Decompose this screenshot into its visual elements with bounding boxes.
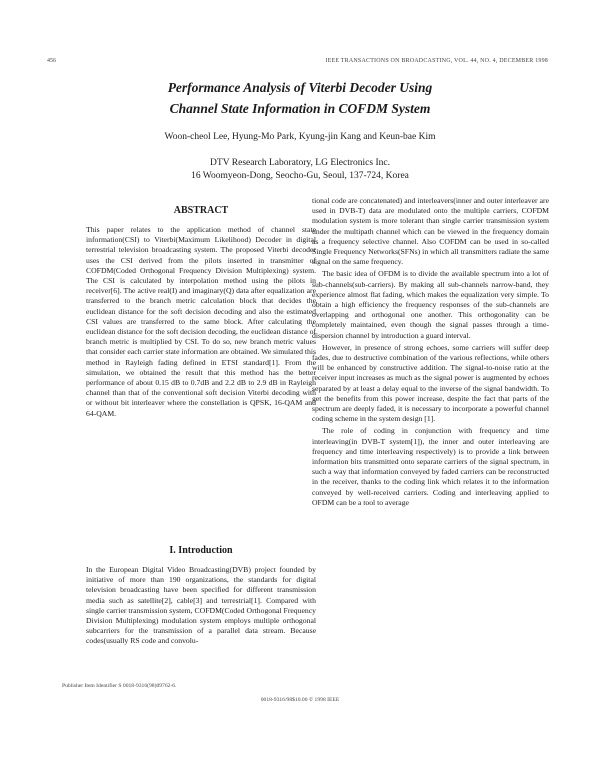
body-paragraph: tional code are concatenated) and interleavers(inner and outer interleaver are used in DVB-T) data are modulated onto the multiple carriers, COFDM modulation system is more tolerant than single carrier transmission system under the multipath channel which can be viewed in the frequency domain as a frequency selective channel. Also COFDM can be used in so-called Single Frequency Networks(SFNs) in which all transmitters radiate the same signal on the same frequency.	[312, 196, 549, 267]
paper-title-line1: Performance Analysis of Viterbi Decoder Using	[167, 80, 433, 95]
introduction-body	[86, 565, 316, 647]
body-paragraph: However, in presence of strong echoes, some carriers will suffer deep fades, due to destructive combination of the various reflections, while others will be enhanced by constructive addition. The signal-to-noise ratio at the receiver input increases as much as the signal power is augmented by echoes separated by at least a delay equal to the inverse of the signal bandwidth. To get the benefits from this power increase, despite the fact that parts of the spectrum are deeply faded, it is necessary to incorporate a powerful channel coding scheme in the system design [1].	[312, 342, 549, 424]
abstract-heading: ABSTRACT	[173, 205, 229, 216]
introduction-heading: I. Introduction	[169, 545, 233, 556]
abstract-paragraph: This paper relates to the application method of channel state information(CSI) to Viterbi(Maximum Likelihood) Decoder in digital terrestrial television broadcasting system. The proposed Viterbi decoder uses the CSI derived from the pilots inserted in transmitter of COFDM(Coded Orthogonal Frequency Division Multiplexing) system. The CSI is calculated by interpolation method using the pilots in receiver[6]. The active real(I) and imaginary(Q) data after equalization are transferred to the branch metric calculation block that decides the euclidean distance for the soft decision decoding and also the estimated CSI values are transferred to the same block. After calculating the euclidean distance for the soft decision decoding, the euclidean distance of branch metric is multiplied by CSI. To do so, new branch metric values that consider each carrier state information are obtained. We simulated this method in Rayleigh fading defined in ETSI standard[1]. From the simulation, we obtained the result that this method has the better performance of about 0.15 dB to 0.7dB and 2.2 dB to 2.9 dB in Rayleigh channel than that of the conventional soft decision Viterbi decoding with or without bit interleaver where the constellation is QPSK, 16-QAM and 64-QAM.	[86, 225, 316, 418]
abstract-body	[86, 225, 316, 419]
page-number: 456	[47, 58, 56, 64]
body-paragraph: The role of coding in conjunction with frequency and time interleaving(in DVB-T system[1]), the inner and outer interleaving are frequency and time interleaving respectively) is to provide a link between information bits transmitted onto separate carriers of the signal spectrum, in such a way that information conveyed by faded carriers can be reconstructed in the receiver, thanks to the coding link which relates it to the information conveyed by well-received carriers. Coding and interleaving applied to OFDM can be a tool to average	[312, 426, 549, 507]
introduction-paragraph: In the European Digital Video Broadcasting(DVB) project founded by initiative of more than 190 organizations, the standards for digital television broadcasting have been specified for different transmission media such as satellite[2], cable[3] and terrestrial[1]. Compared with single carrier transmission system, COFDM(Coded Orthogonal Frequency Division Multiplexing) modulation system employs multiple orthogonal subcarriers for the transmission of a parallel data stream. Because codes(usually RS code and convolu-	[86, 565, 316, 646]
body-paragraph: The basic idea of OFDM is to divide the available spectrum into a lot of sub-channels(sub-carriers). By making all sub-channels narrow-band, they experience almost flat fading, which makes the equalization very simple. To obtain a high efficiency the frequency responses of the sub-channels are overlapping and orthogonal one another. This orthogonality can be completely maintained, even though the signal passes through a time-dispersion channel by introduction a guard interval.	[312, 269, 549, 340]
publisher-footnote: Publisher Item Identifier S 0018-9316(98)09762-6.	[62, 683, 177, 689]
affiliation-line2: 16 Woomyeon-Dong, Seocho-Gu, Seoul, 137-724, Korea	[191, 171, 409, 181]
author-list: Woon-cheol Lee, Hyung-Mo Park, Kyung-jin Kang and Keun-bae Kim	[164, 132, 436, 142]
copyright-line: 0018-9316/98$10.00 © 1998 IEEE	[260, 697, 340, 703]
right-column-body	[312, 196, 549, 508]
affiliation-line1: DTV Research Laboratory, LG Electronics Inc.	[210, 158, 390, 168]
paper-title-line2: Channel State Information in COFDM System	[169, 101, 431, 116]
running-head: IEEE TRANSACTIONS ON BROADCASTING, VOL. 44, NO. 4, DECEMBER 1998	[325, 58, 548, 64]
